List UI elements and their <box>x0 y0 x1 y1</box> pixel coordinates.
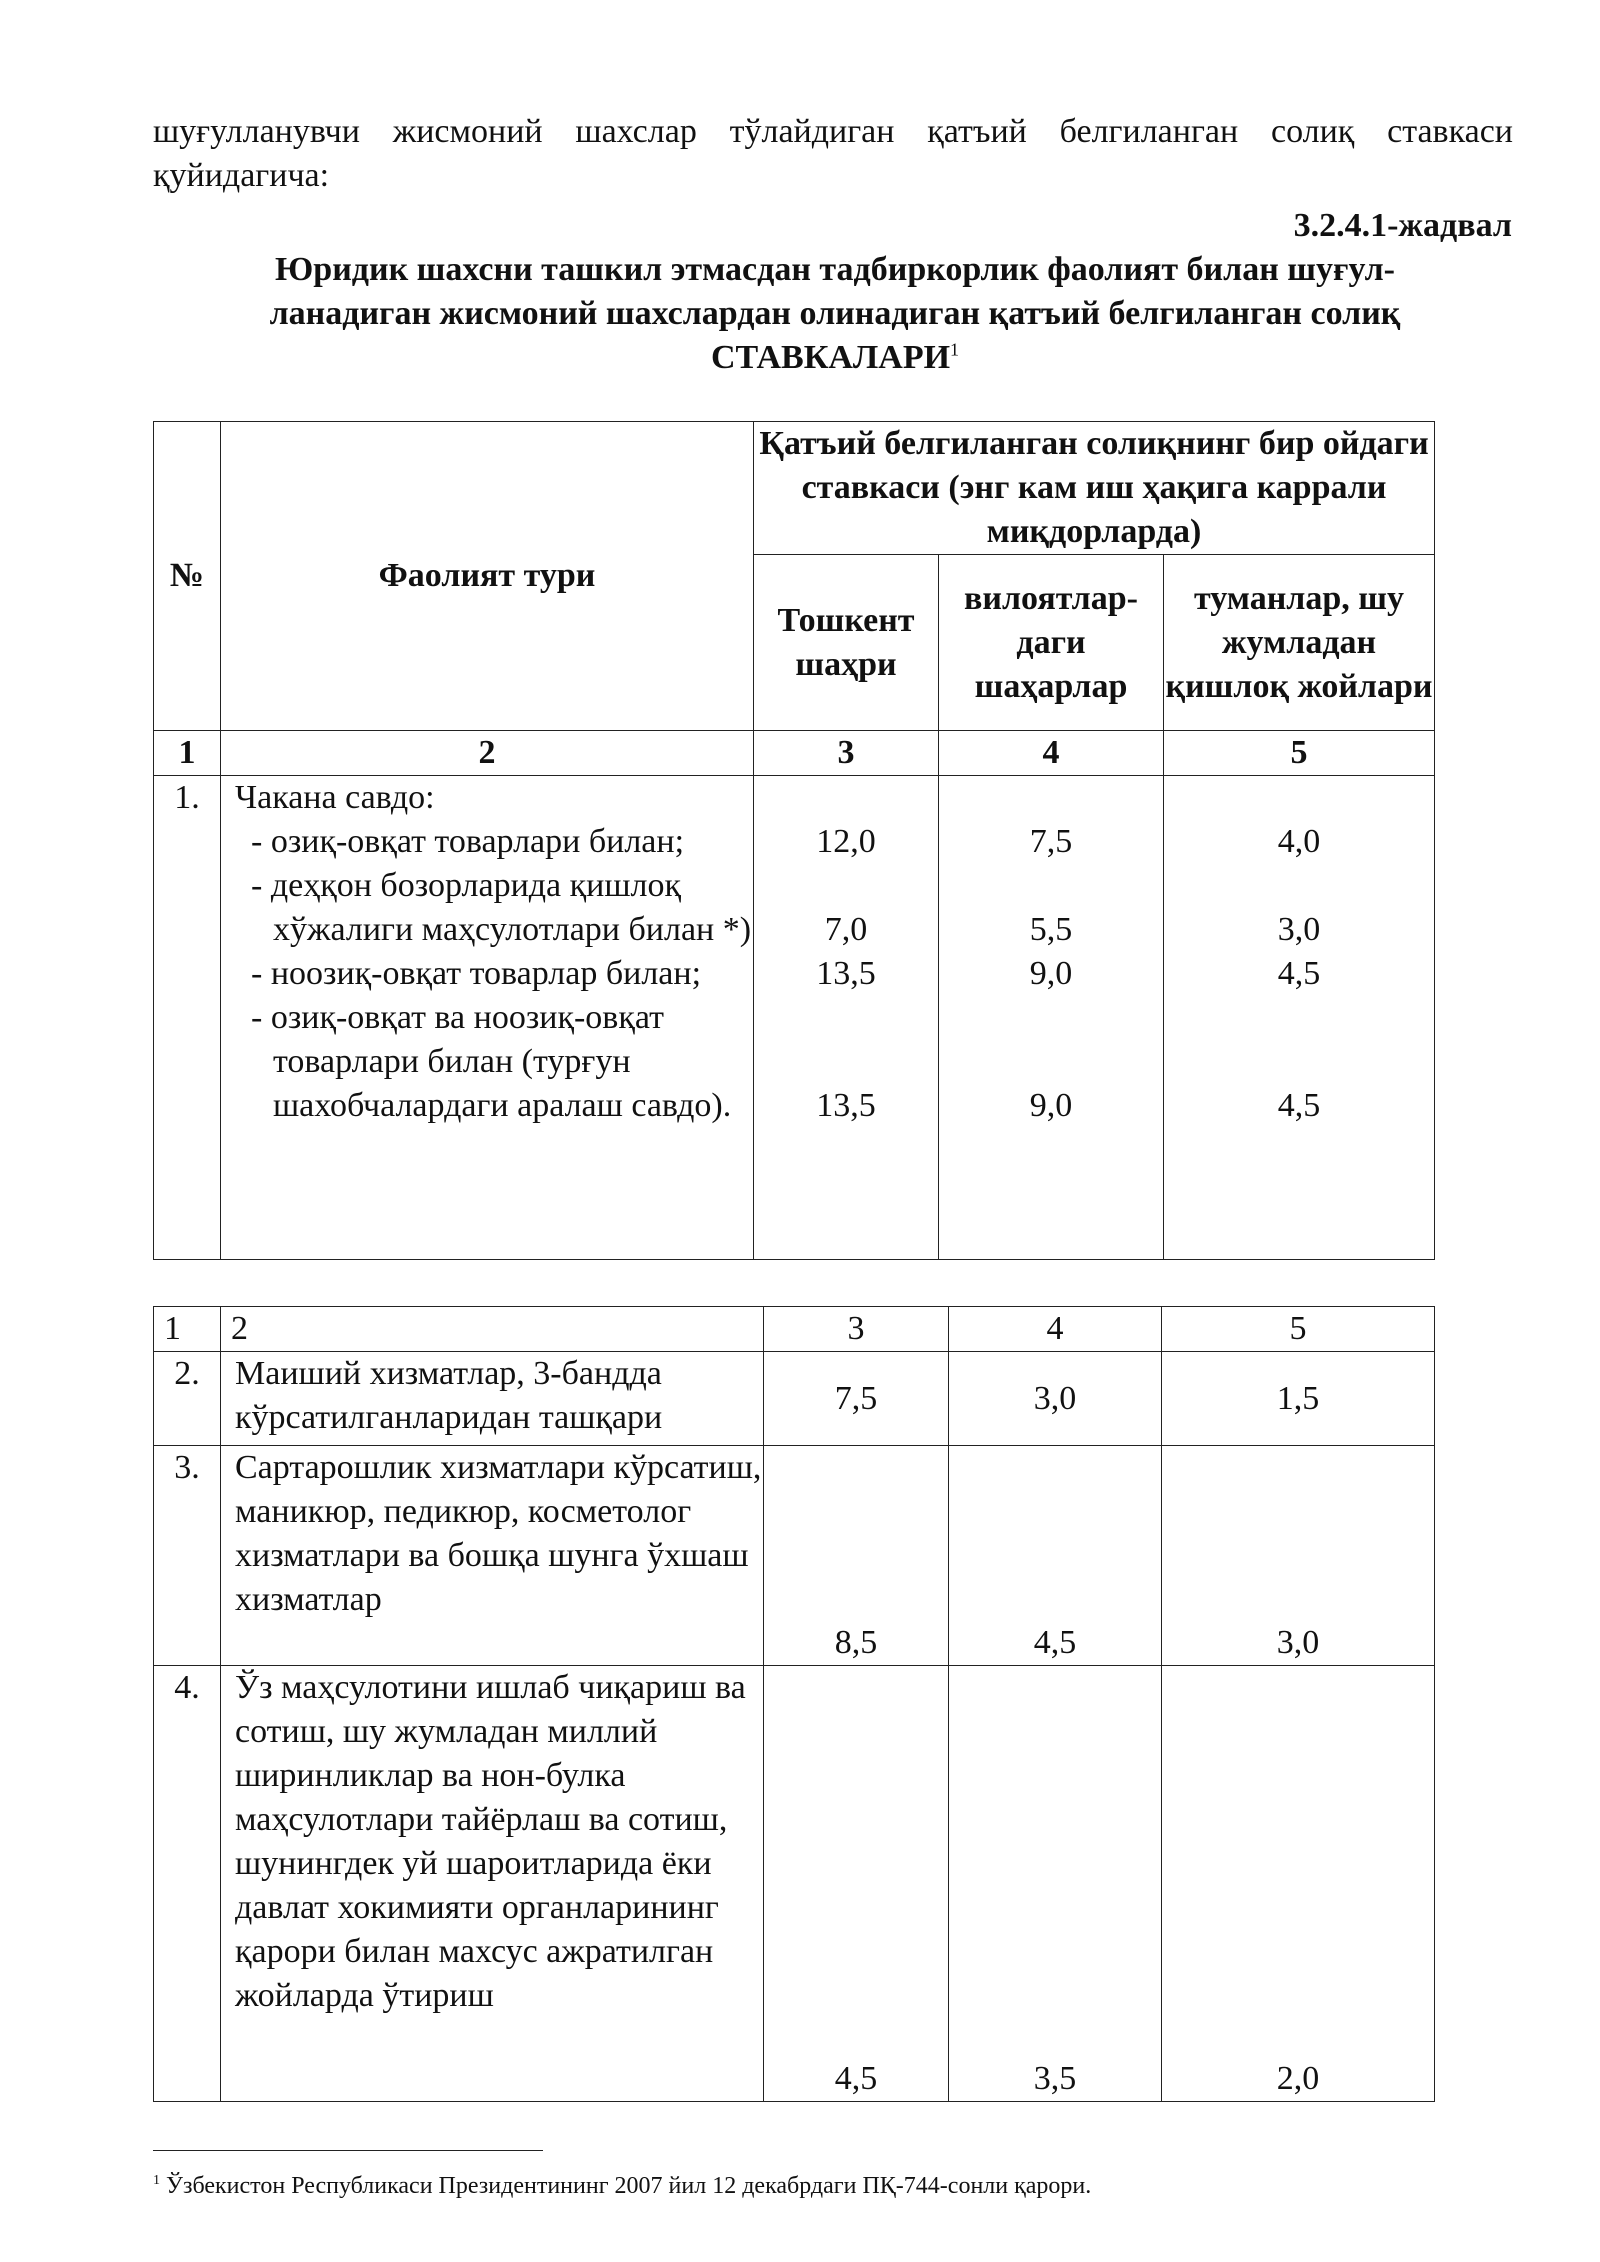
activity-item: - озиқ-овқат ва ноозиқ-овқат товарлари билан (турғун шахобчалардаги аралаш савдо). <box>251 999 732 1124</box>
footnote-mark: 1 <box>153 2173 160 2188</box>
column-number: 5 <box>1162 1307 1435 1352</box>
rate-value: 3,0 <box>1277 911 1321 948</box>
column-number: 4 <box>949 1307 1162 1352</box>
table-row <box>154 1352 1435 1446</box>
header-regional-cities: вилоятлар-даги шаҳарлар <box>939 555 1164 731</box>
rate-value: 5,5 <box>1029 911 1073 948</box>
rate-value: 4,5 <box>949 1446 1162 1666</box>
rate-value: 3,0 <box>1162 1446 1435 1666</box>
row-number: 1. <box>154 776 221 1260</box>
activity-cell <box>221 776 754 1260</box>
rate-value: 4,5 <box>1277 955 1321 992</box>
tax-rates-table-continued <box>153 1306 1435 2102</box>
table-row <box>154 776 1435 1260</box>
rate-value: 1,5 <box>1162 1352 1435 1446</box>
activity-cell: Маиший хизматлар, 3-бандда кўрсатилганларидан ташқари <box>221 1352 764 1446</box>
rate-value: 13,5 <box>816 955 876 992</box>
table-title <box>170 248 1500 380</box>
column-number: 2 <box>221 1307 764 1352</box>
row-number: 4. <box>154 1666 221 2102</box>
rate-value: 7,0 <box>824 911 868 948</box>
rate-value: 8,5 <box>764 1446 949 1666</box>
activity-item: - ноозиқ-овқат товарлар билан; <box>251 955 702 992</box>
rate-value: 3,0 <box>949 1352 1162 1446</box>
column-number: 2 <box>221 731 754 776</box>
tax-rates-table <box>153 421 1435 1260</box>
table-row <box>154 1446 1435 1666</box>
table-title-line-3: СТАВКАЛАРИ <box>710 339 951 376</box>
table-row <box>154 1666 1435 2102</box>
column-number: 1 <box>154 1307 221 1352</box>
column-number: 3 <box>764 1307 949 1352</box>
header-districts: туманлар, шу жумладан қишлоқ жойлари <box>1164 555 1435 731</box>
table-title-line-2: ланадиган жисмоний шахслардан олинадиган қатъий белгиланган солиқ <box>269 295 1401 332</box>
column-number: 4 <box>939 731 1164 776</box>
values-tashkent <box>754 776 939 1260</box>
footnote-text: Ўзбекистон Республикаси Президентининг 2007 йил 12 декабрдаги ПҚ-744-сонли қарори. <box>166 2173 1092 2199</box>
column-number: 1 <box>154 731 221 776</box>
row-number: 3. <box>154 1446 221 1666</box>
activity-item: - деҳқон бозорларида қишлоқ хўжалиги маҳсулотлари билан *) <box>251 867 752 948</box>
rate-value: 7,5 <box>764 1352 949 1446</box>
activity-cell: Сартарошлик хизматлари кўрсатиш, маникюр, педикюр, косметолог хизматлари ва бошқа шунга ўхшаш хизматлар <box>221 1446 764 1666</box>
header-rate-group: Қатъий белгиланган солиқнинг бир ойдаги ставкаси (энг кам иш ҳақига каррали миқдорларда) <box>754 422 1435 555</box>
footnote-separator <box>153 2150 543 2151</box>
intro-paragraph <box>153 110 1513 198</box>
footnote <box>153 2170 1513 2202</box>
rate-value: 4,5 <box>1277 1087 1321 1124</box>
intro-line-2: қуйидагича: <box>153 157 330 194</box>
table-number: 3.2.4.1-жадвал <box>1293 207 1512 244</box>
activity-title: Чакана савдо: <box>235 779 435 816</box>
rate-value: 13,5 <box>816 1087 876 1124</box>
header-activity: Фаолият тури <box>221 422 754 731</box>
activity-item: - озиқ-овқат товарлари билан; <box>251 823 685 860</box>
rate-value: 4,5 <box>764 1666 949 2102</box>
intro-line-1: шуғулланувчи жисмоний шахслар тўлайдиган қатъий белгиланган солиқ ставкаси <box>153 113 1513 150</box>
rate-value: 9,0 <box>1029 955 1073 992</box>
column-number: 5 <box>1164 731 1435 776</box>
values-districts <box>1164 776 1435 1260</box>
rate-value: 2,0 <box>1162 1666 1435 2102</box>
activity-cell: Ўз маҳсулотини ишлаб чиқариш ва сотиш, шу жумладан миллий ширинликлар ва нон-булка маҳсулотлари тайёрлаш ва сотиш, шунингдек уй шароитларида ёки давлат хокимияти органларининг қарори билан махсус ажратилган жойларда ўтириш <box>221 1666 764 2102</box>
table-title-line-1: Юридик шахсни ташкил этмасдан тадбиркорлик фаолият билан шуғул- <box>275 251 1395 288</box>
rate-value: 3,5 <box>949 1666 1162 2102</box>
header-no: № <box>154 422 221 731</box>
header-tashkent: Тошкент шаҳри <box>754 555 939 731</box>
rate-value: 9,0 <box>1029 1087 1073 1124</box>
rate-value: 7,5 <box>1029 823 1073 860</box>
rate-value: 4,0 <box>1277 823 1321 860</box>
footnote-reference[interactable]: 1 <box>950 339 960 360</box>
column-number: 3 <box>754 731 939 776</box>
values-regional-cities <box>939 776 1164 1260</box>
rate-value: 12,0 <box>816 823 876 860</box>
row-number: 2. <box>154 1352 221 1446</box>
